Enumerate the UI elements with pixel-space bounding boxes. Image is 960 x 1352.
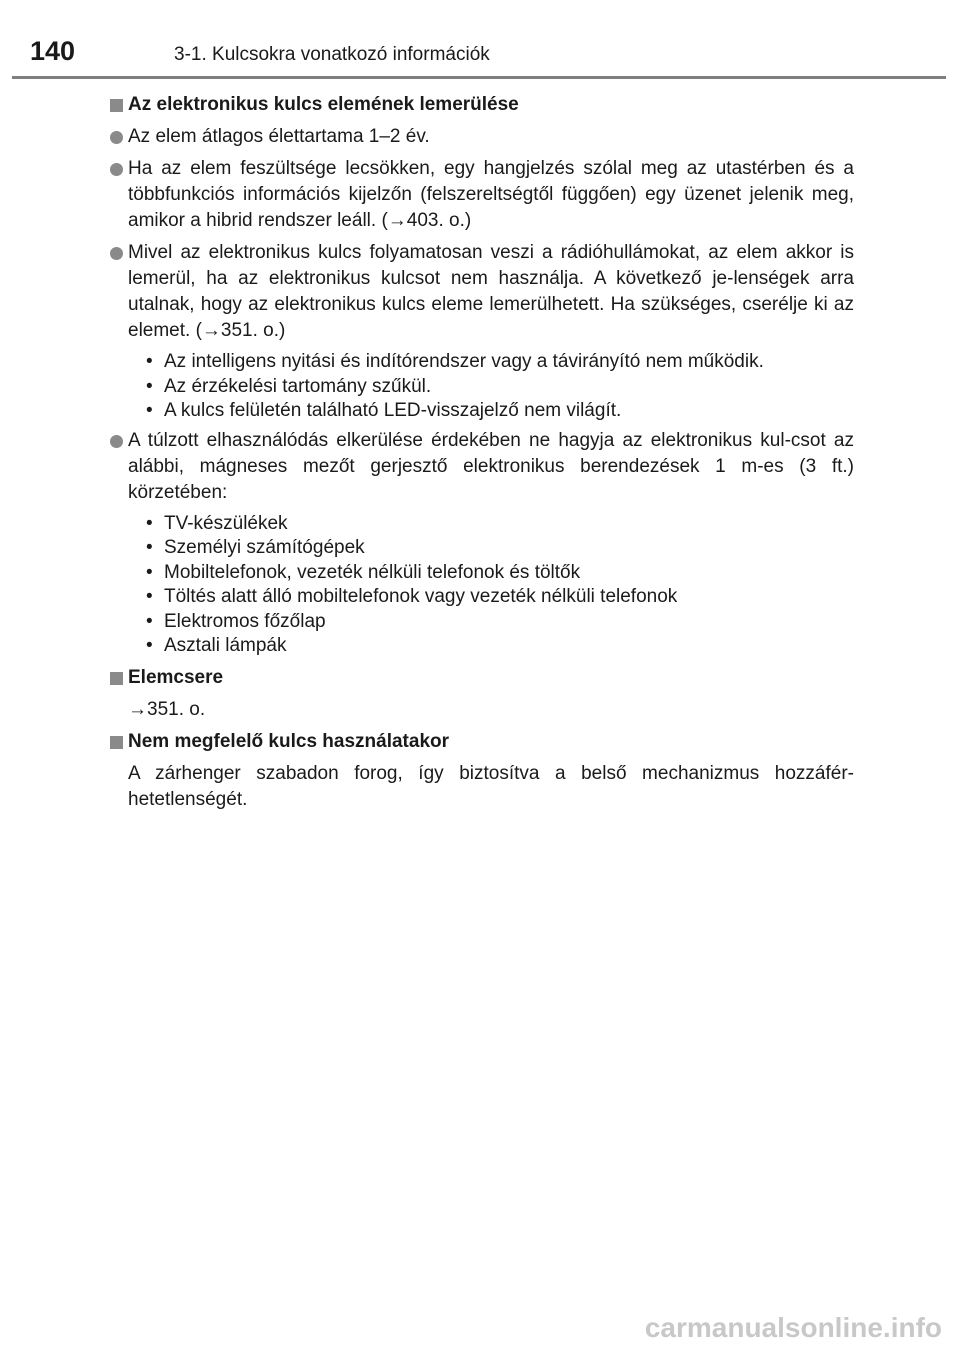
section-heading [108,665,854,691]
bullet-item [146,585,854,610]
paragraph-text: Ha az elem feszültsége lecsökken, egy hangjelzés szólal meg az utastérben és a többfunkciós információs kijelzőn (felszereltségtől függően) egy üzenet jelenik meg, amikor a hibrid rendszer leáll. (→403. o.) [128,158,854,231]
bullet-text: Mobiltelefonok, vezeték nélküli telefonok és töltők [164,561,581,583]
section-heading-text: Nem megfelelő kulcs használatakor [128,730,450,752]
chapter-title: 3-1. Kulcsokra vonatkozó információk [174,44,490,65]
symptom-list [108,350,854,424]
bullet-dot-icon: • [146,512,153,534]
bullet-dot-icon: • [146,561,153,583]
section-heading [108,729,854,755]
bullet-dot-icon: • [146,586,153,607]
bullet-text: Az intelligens nyitási és indítórendszer vagy a távirányító nem működik. [164,351,764,372]
bullet-text: Töltés alatt álló mobiltelefonok vagy vezeték nélküli telefonok [164,586,678,607]
bullet-dot-icon: • [146,400,153,421]
list-item [108,124,854,150]
square-bullet-icon [110,99,123,112]
section-heading [108,92,854,118]
bullet-item [146,399,854,424]
page-number: 140 [30,36,76,66]
section-battery-depletion [108,92,854,659]
circle-bullet-icon [110,247,123,260]
watermark: carmanualsonline.info [644,1312,942,1343]
section-wrong-key [108,729,854,813]
section-battery-replacement [108,665,854,723]
section-heading-text: Elemcsere [128,666,224,688]
circle-bullet-icon [110,163,123,176]
square-bullet-icon [110,736,123,749]
page-header [0,0,960,80]
bullet-item [146,610,854,635]
page-content [108,92,854,819]
bullet-item [146,634,854,659]
paragraph-text: Mivel az elektronikus kulcs folyamatosan veszi a rádióhullámokat, az elem akkor is lemerül, ha az elektronikus kulcsot nem használja. A következő je-lenségek arra utalnak, hogy az elektronikus kulcs eleme lemerülhetett. Ha szükséges, cserélje ki az elemet. (→351. o.) [128,242,854,341]
paragraph-text: A túlzott elhasználódás elkerülése érdekében ne hagyja az elektronikus kul-csot az alábbi, mágneses mezőt gerjesztő elektronikus berendezések 1 m-es (3 ft.) körzetében: [128,429,854,503]
bullet-item [146,561,854,586]
circle-bullet-icon [110,131,123,144]
paragraph-text: A zárhenger szabadon forog, így biztosítva a belső mechanizmus hozzáfér-hetetlenségét. [128,762,854,810]
bullet-text: A kulcs felületén található LED-visszajelző nem világít. [164,400,622,421]
bullet-text: Asztali lámpák [164,635,287,656]
bullet-dot-icon: • [146,375,153,397]
bullet-text: Személyi számítógépek [164,537,365,558]
square-bullet-icon [110,672,123,685]
list-item [108,240,854,344]
header-rule [12,76,946,79]
bullet-dot-icon: • [146,610,153,632]
device-list [108,512,854,659]
bullet-item [146,375,854,400]
bullet-dot-icon: • [146,537,153,558]
list-item [108,428,854,506]
bullet-item [146,350,854,375]
bullet-item [146,536,854,561]
bullet-item [146,512,854,537]
paragraph-text: Az elem átlagos élettartama 1–2 év. [128,126,430,147]
circle-bullet-icon [110,435,123,448]
bullet-text: TV-készülékek [164,512,288,534]
list-item [108,156,854,234]
page-reference: →351. o. [128,698,206,720]
bullet-dot-icon: • [146,635,153,656]
bullet-text: Elektromos főzőlap [164,610,326,632]
section-heading-text: Az elektronikus kulcs elemének lemerülése [128,94,519,115]
bullet-text: Az érzékelési tartomány szűkül. [164,375,432,397]
bullet-dot-icon: • [146,351,153,372]
